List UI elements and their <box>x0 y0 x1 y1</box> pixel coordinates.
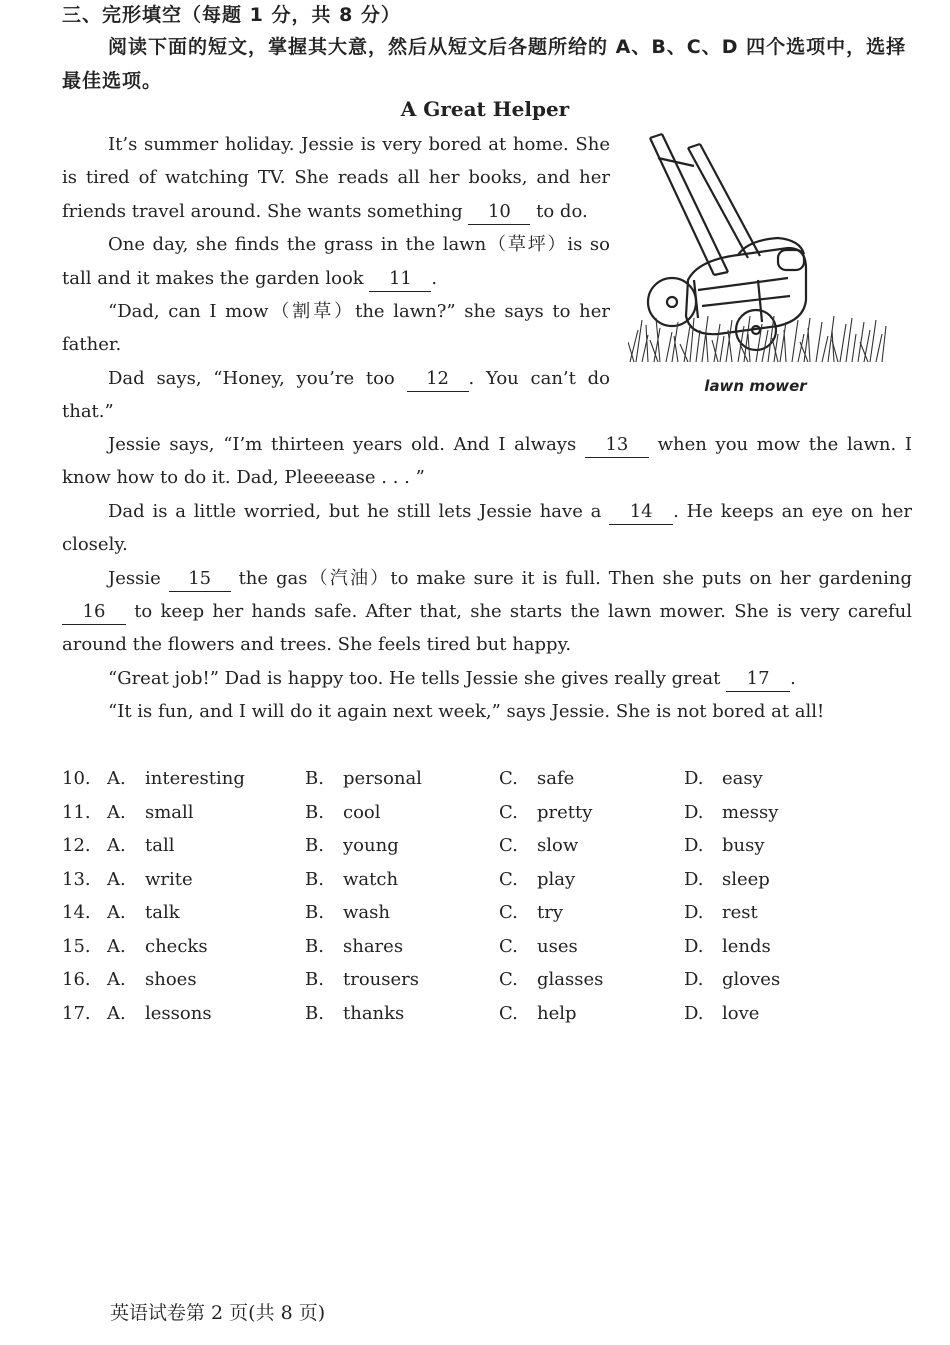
option-letter: A. <box>107 868 126 890</box>
option-letter: C. <box>499 868 518 890</box>
option-c[interactable] <box>499 997 577 1031</box>
option-letter: A. <box>107 1002 126 1024</box>
option-text: safe <box>537 768 575 789</box>
question-number: 17. <box>62 1002 91 1024</box>
paragraph-9: “It is fun, and I will do it again next week,” says Jessie. She is not bored at all! <box>108 701 825 723</box>
lawn-mower-figure <box>628 130 893 405</box>
paragraph-7 <box>62 562 912 662</box>
blank-13: 13 <box>585 433 649 458</box>
option-text: glasses <box>537 969 604 990</box>
option-text: rest <box>722 902 758 923</box>
option-text: try <box>537 902 564 923</box>
option-text: slow <box>537 835 579 856</box>
paragraph-1 <box>62 128 610 228</box>
option-text: messy <box>722 801 779 823</box>
option-c[interactable] <box>499 762 574 796</box>
option-a[interactable] <box>107 896 180 930</box>
paragraph-6 <box>62 495 912 562</box>
paragraph-text: Jessie says, “I’m thirteen years old. And I always <box>108 434 577 455</box>
question-number: 11. <box>62 801 91 823</box>
question-number: 13. <box>62 868 91 890</box>
option-text: personal <box>343 768 422 789</box>
paragraph-text: It’s summer holiday. Jessie is very bored at home. She is tired of watching TV. She reads all her books, and her friends travel around. She wants something <box>62 134 610 222</box>
option-c[interactable] <box>499 863 575 897</box>
option-text: cool <box>343 801 381 823</box>
paragraph-2 <box>62 228 610 295</box>
option-a[interactable] <box>107 930 208 964</box>
option-c[interactable] <box>499 796 592 830</box>
option-b[interactable] <box>305 796 381 830</box>
option-text: shares <box>343 935 404 957</box>
option-a[interactable] <box>107 796 194 830</box>
question-row <box>62 863 922 897</box>
option-c[interactable] <box>499 930 578 964</box>
option-d[interactable] <box>684 829 765 863</box>
paragraph-text: to do. <box>536 200 588 222</box>
option-letter: B. <box>305 935 324 957</box>
question-number: 16. <box>62 969 91 990</box>
option-text: talk <box>145 902 180 923</box>
option-c[interactable] <box>499 896 563 930</box>
option-text: busy <box>722 835 765 856</box>
passage-upper <box>62 128 610 429</box>
option-a[interactable] <box>107 963 197 997</box>
question-number: 14. <box>62 902 91 923</box>
option-text: lends <box>722 935 771 957</box>
option-text: easy <box>722 768 763 789</box>
option-letter: D. <box>684 935 704 957</box>
option-letter: B. <box>305 969 324 990</box>
option-letter: C. <box>499 902 518 923</box>
blank-14: 14 <box>609 500 673 525</box>
blank-17: 17 <box>726 667 790 692</box>
section-title: 三、完形填空（每题 1 分，共 8 分） <box>62 4 401 26</box>
lawn-mower-icon <box>628 130 893 375</box>
paragraph-8 <box>62 662 912 695</box>
passage-title: A Great Helper <box>400 97 570 121</box>
option-text: lessons <box>145 1002 212 1024</box>
option-letter: B. <box>305 835 324 856</box>
option-d[interactable] <box>684 796 778 830</box>
option-letter: D. <box>684 868 704 890</box>
paragraph-text: Jessie <box>108 567 161 589</box>
option-b[interactable] <box>305 762 422 796</box>
option-letter: B. <box>305 868 324 890</box>
option-text: shoes <box>145 969 197 990</box>
option-a[interactable] <box>107 762 245 796</box>
option-text: tall <box>145 835 175 856</box>
option-text: wash <box>343 902 390 923</box>
option-letter: C. <box>499 768 518 789</box>
paragraph-text: One day, she finds the grass in the lawn（草坪）is so tall and it makes the garden look <box>62 234 610 289</box>
blank-11: 11 <box>369 267 431 292</box>
option-b[interactable] <box>305 997 404 1031</box>
option-text: thanks <box>343 1002 405 1024</box>
option-text: sleep <box>722 868 770 890</box>
option-letter: C. <box>499 801 518 823</box>
option-a[interactable] <box>107 997 212 1031</box>
option-text: gloves <box>722 969 781 990</box>
figure-caption: lawn mower <box>704 377 807 395</box>
option-text: trousers <box>343 969 419 990</box>
question-row <box>62 796 922 830</box>
blank-12: 12 <box>407 367 469 392</box>
option-d[interactable] <box>684 896 758 930</box>
blank-10: 10 <box>468 200 530 225</box>
option-letter: D. <box>684 1002 704 1024</box>
option-text: help <box>537 1002 577 1024</box>
option-letter: C. <box>499 1002 518 1024</box>
option-text: young <box>343 835 399 856</box>
question-number: 15. <box>62 935 91 957</box>
paragraph-3: “Dad, can I mow（割草）the lawn?” she says to her father. <box>62 301 610 356</box>
passage-lower <box>62 428 912 729</box>
option-letter: C. <box>499 935 518 957</box>
page-footer: 英语试卷第 2 页(共 8 页) <box>110 1302 326 1324</box>
option-text: pretty <box>537 801 593 823</box>
option-letter: A. <box>107 969 126 990</box>
option-d[interactable] <box>684 930 771 964</box>
blank-16: 16 <box>62 600 126 625</box>
question-row <box>62 963 922 997</box>
option-b[interactable] <box>305 930 403 964</box>
option-c[interactable] <box>499 963 603 997</box>
option-d[interactable] <box>684 863 770 897</box>
option-letter: B. <box>305 801 324 823</box>
option-letter: B. <box>305 902 324 923</box>
option-text: play <box>537 868 576 890</box>
option-text: interesting <box>145 768 245 789</box>
paragraph-text: when you mow the lawn. I know how to do it. Dad, Pleeeease . . . ” <box>62 434 912 489</box>
option-d[interactable] <box>684 997 759 1031</box>
option-text: write <box>145 868 193 890</box>
paragraph-text: to keep her hands safe. After that, she starts the lawn mower. She is very careful around the flowers and trees. She feels tired but happy. <box>62 601 912 656</box>
option-d[interactable] <box>684 762 763 796</box>
option-letter: A. <box>107 768 126 789</box>
paragraph-text: . <box>790 667 796 689</box>
option-letter: D. <box>684 801 704 823</box>
option-letter: D. <box>684 835 704 856</box>
paragraph-text: “Great job!” Dad is happy too. He tells Jessie she gives really great <box>108 667 721 689</box>
paragraph-4 <box>62 362 610 429</box>
paragraph-text: . You can’t do that.” <box>62 367 611 423</box>
question-row <box>62 762 922 796</box>
option-letter: C. <box>499 969 518 990</box>
paragraph-text: . <box>431 267 438 289</box>
question-row <box>62 930 922 964</box>
paragraph-5 <box>62 428 912 495</box>
option-letter: D. <box>684 768 704 789</box>
paragraph-text: the gas（汽油）to make sure it is full. Then she puts on her gardening <box>238 567 912 589</box>
section-instruction: 阅读下面的短文，掌握其大意，然后从短文后各题所给的 A、B、C、D 四个选项中，选择最佳选项。 <box>62 36 907 92</box>
paragraph-text: . He keeps an eye on her closely. <box>62 500 912 556</box>
option-a[interactable] <box>107 829 174 863</box>
option-letter: B. <box>305 768 324 789</box>
option-letter: A. <box>107 902 126 923</box>
option-letter: C. <box>499 835 518 856</box>
paragraph-text: Dad is a little worried, but he still lets Jessie have a <box>108 500 602 522</box>
option-text: small <box>145 801 194 823</box>
option-a[interactable] <box>107 863 193 897</box>
question-number: 12. <box>62 835 91 856</box>
question-row <box>62 829 922 863</box>
option-c[interactable] <box>499 829 578 863</box>
option-letter: D. <box>684 969 704 990</box>
paragraph-text: Dad says, “Honey, you’re too <box>108 367 395 389</box>
question-list <box>62 762 922 1030</box>
option-b[interactable] <box>305 829 399 863</box>
option-text: watch <box>343 868 399 890</box>
blank-15: 15 <box>169 567 231 592</box>
option-letter: A. <box>107 801 126 823</box>
question-row <box>62 896 922 930</box>
option-text: checks <box>145 935 208 957</box>
option-letter: A. <box>107 935 126 957</box>
option-letter: B. <box>305 1002 324 1024</box>
option-d[interactable] <box>684 963 780 997</box>
option-text: love <box>722 1002 760 1024</box>
question-row <box>62 997 922 1031</box>
question-number: 10. <box>62 768 91 789</box>
option-letter: A. <box>107 835 126 856</box>
option-letter: D. <box>684 902 704 923</box>
option-text: uses <box>537 935 578 957</box>
option-b[interactable] <box>305 963 419 997</box>
option-b[interactable] <box>305 896 390 930</box>
option-b[interactable] <box>305 863 398 897</box>
